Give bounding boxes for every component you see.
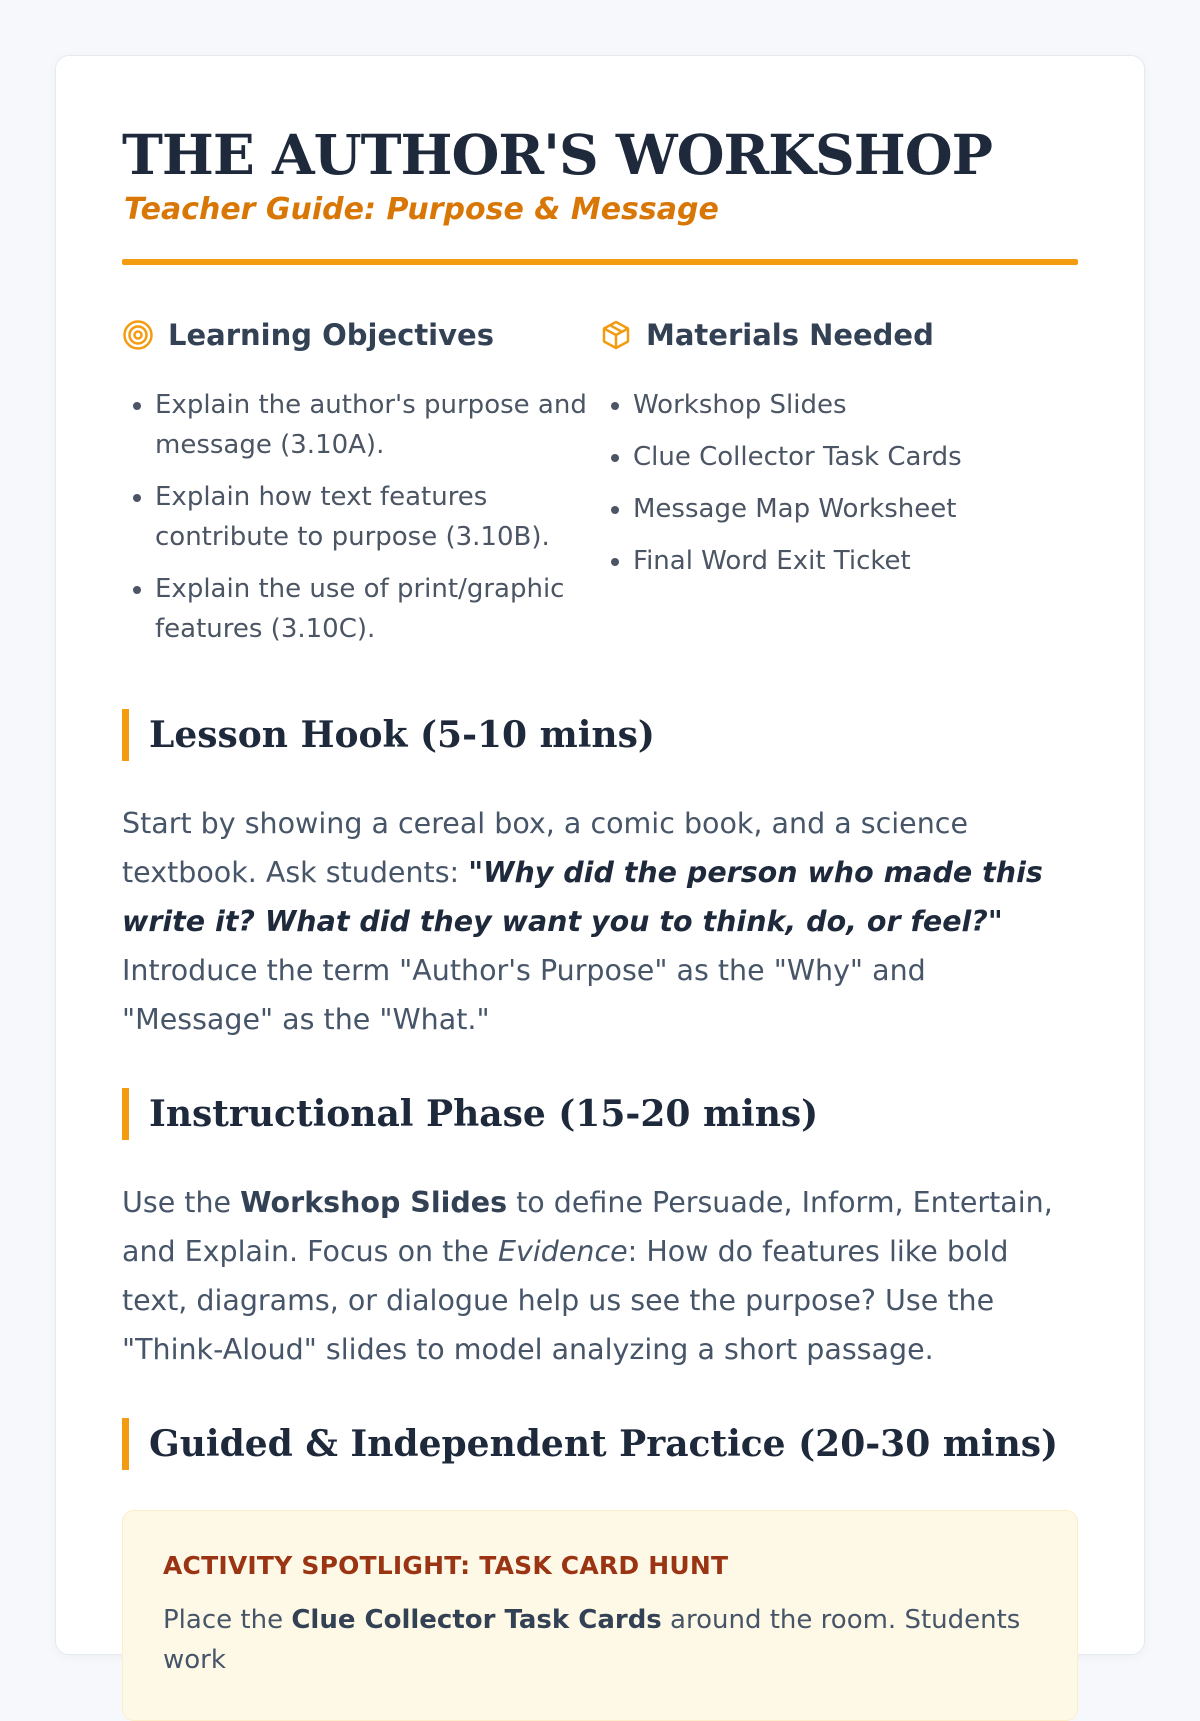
spotlight-text-part: Place the — [163, 1604, 292, 1635]
list-item: • Workshop Slides — [633, 385, 1078, 425]
instructional-italic: Evidence — [497, 1234, 628, 1268]
hook-paragraph — [122, 799, 1078, 1044]
guided-heading: Guided & Independent Practice (20-30 mins) — [122, 1418, 1078, 1470]
overview-columns — [122, 317, 1078, 661]
materials-header — [600, 317, 1078, 353]
objectives-list — [122, 385, 600, 649]
objectives-column — [122, 317, 600, 661]
spotlight-text-part: around the room. Students work — [163, 1604, 1021, 1675]
title-divider — [122, 259, 1078, 265]
hook-heading: Lesson Hook (5-10 mins) — [122, 709, 1078, 761]
objectives-header — [122, 317, 600, 353]
list-item: • Clue Collector Task Cards — [633, 437, 1078, 477]
list-item: • Explain the author's purpose and message (3.10A). — [155, 385, 600, 465]
list-item: • Explain the use of print/graphic features (3.10C). — [155, 569, 600, 649]
materials-list — [600, 385, 1078, 581]
list-item: • Explain how text features contribute to purpose (3.10B). — [155, 477, 600, 557]
activity-spotlight — [122, 1510, 1078, 1721]
list-item: • Final Word Exit Ticket — [633, 541, 1078, 581]
hook-text-end: Introduce the term "Author's Purpose" as the "Why" and "Message" as the "What." — [122, 953, 926, 1036]
objectives-heading: Learning Objectives — [168, 317, 494, 352]
box-icon — [600, 319, 632, 351]
instructional-text: to define Persuade, Inform, Entertain, and Explain. Focus on the — [122, 1185, 1053, 1268]
instructional-heading: Instructional Phase (15-20 mins) — [122, 1088, 1078, 1140]
instructional-text: : How do features like bold text, diagrams, or dialogue help us see the purpose? Use the "Think-Aloud" slides to model analyzing a short passage. — [122, 1234, 1009, 1366]
list-item: • Message Map Worksheet — [633, 489, 1078, 529]
spotlight-text — [163, 1600, 1037, 1680]
guide-card — [55, 55, 1145, 1675]
spotlight-bold: Clue Collector Task Cards — [291, 1604, 662, 1635]
materials-heading: Materials Needed — [646, 317, 934, 352]
hook-text: Start by showing a cereal box, a comic book, and a science textbook. Ask students: — [122, 806, 968, 889]
page-subtitle: Teacher Guide: Purpose & Message — [124, 191, 719, 227]
page-title: THE AUTHOR'S WORKSHOP — [122, 122, 992, 187]
target-icon — [122, 319, 154, 351]
hook-question: "Why did the person who made this write it? What did they want you to think, do, or feel?" — [122, 855, 1043, 938]
instructional-text: Use the — [122, 1185, 241, 1219]
spotlight-title: ACTIVITY SPOTLIGHT: TASK CARD HUNT — [163, 1550, 729, 1580]
instructional-paragraph — [122, 1178, 1078, 1374]
instructional-bold: Workshop Slides — [240, 1185, 508, 1219]
materials-column — [600, 317, 1078, 661]
